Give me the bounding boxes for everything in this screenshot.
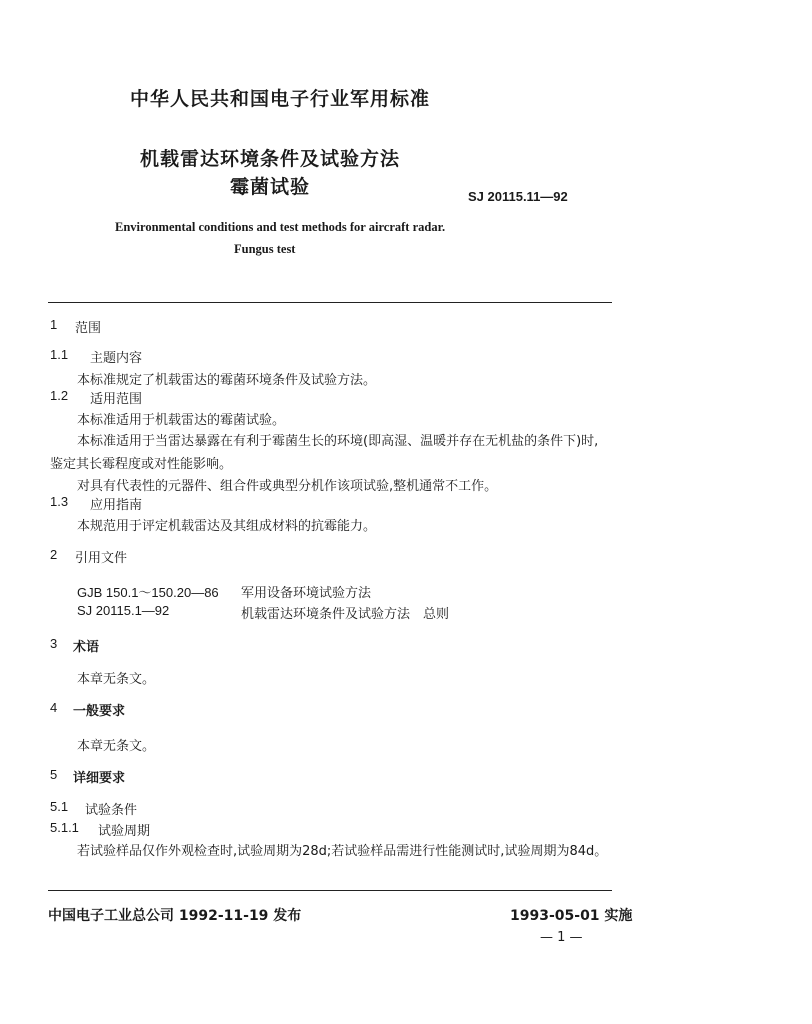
section-heading: 引用文件 (75, 551, 128, 566)
reference-code: SJ 20115.1—92 (77, 603, 170, 618)
section-number: 1.3 (50, 494, 69, 509)
section-heading: 应用指南 (90, 498, 143, 513)
issuing-organization: 中华人民共和国电子行业军用标准 (130, 88, 431, 110)
section-number: 1 (50, 317, 58, 332)
reference-title: 军用设备环境试验方法 (241, 586, 372, 601)
section-heading: 一般要求 (73, 704, 126, 719)
section-heading: 范围 (75, 321, 102, 336)
document-title: 机载雷达环境条件及试验方法 (140, 148, 401, 170)
section-number: 5 (50, 767, 58, 782)
section-number: 5.1.1 (50, 820, 79, 835)
paragraph: 本标准规定了机载雷达的霉菌环境条件及试验方法。 (77, 373, 377, 388)
section-heading: 试验周期 (98, 824, 151, 839)
paragraph: 本规范用于评定机载雷达及其组成材料的抗霉能力。 (77, 519, 377, 534)
paragraph: 本标准适用于当雷达暴露在有利于霉菌生长的环境(即高湿、温暖并存在无机盐的条件下)时,鉴定其长霉程度或对性能影响。 (50, 434, 599, 472)
section-number: 1.1 (50, 347, 69, 362)
section-number: 5.1 (50, 799, 69, 814)
paragraph: 对具有代表性的元器件、组合件或典型分机作该项试验,整机通常不工作。 (77, 479, 498, 494)
section-heading: 详细要求 (73, 771, 126, 786)
section-number: 3 (50, 636, 58, 651)
paragraph: 本章无条文。 (77, 672, 156, 687)
reference-title: 机载雷达环境条件及试验方法 总则 (241, 607, 450, 622)
standard-number: SJ 20115.11—92 (468, 189, 568, 204)
effective-date: 1993-05-01 实施 (510, 908, 633, 924)
section-number: 1.2 (50, 388, 69, 403)
document-subtitle: 霉菌试验 (230, 176, 311, 198)
paragraph: 本章无条文。 (77, 739, 156, 754)
section-heading: 适用范围 (90, 392, 143, 407)
issue-info: 中国电子工业总公司 1992-11-19 发布 (48, 908, 302, 924)
section-heading: 主题内容 (90, 351, 143, 366)
paragraph: 若试验样品仅作外观检查时,试验周期为28d;若试验样品需进行性能测试时,试验周期为84d。 (77, 844, 608, 859)
footer-divider (48, 890, 612, 891)
reference-code: GJB 150.1～150.20—86 (77, 585, 219, 600)
header-divider (48, 302, 612, 303)
english-title: Environmental conditions and test methods for aircraft radar. (115, 220, 446, 234)
section-number: 2 (50, 547, 58, 562)
paragraph: 本标准适用于机载雷达的霉菌试验。 (77, 413, 286, 428)
section-number: 4 (50, 700, 58, 715)
section-heading: 术语 (73, 640, 100, 655)
page-number: — 1 — (540, 930, 583, 945)
english-subtitle: Fungus test (234, 242, 296, 256)
section-heading: 试验条件 (85, 803, 138, 818)
